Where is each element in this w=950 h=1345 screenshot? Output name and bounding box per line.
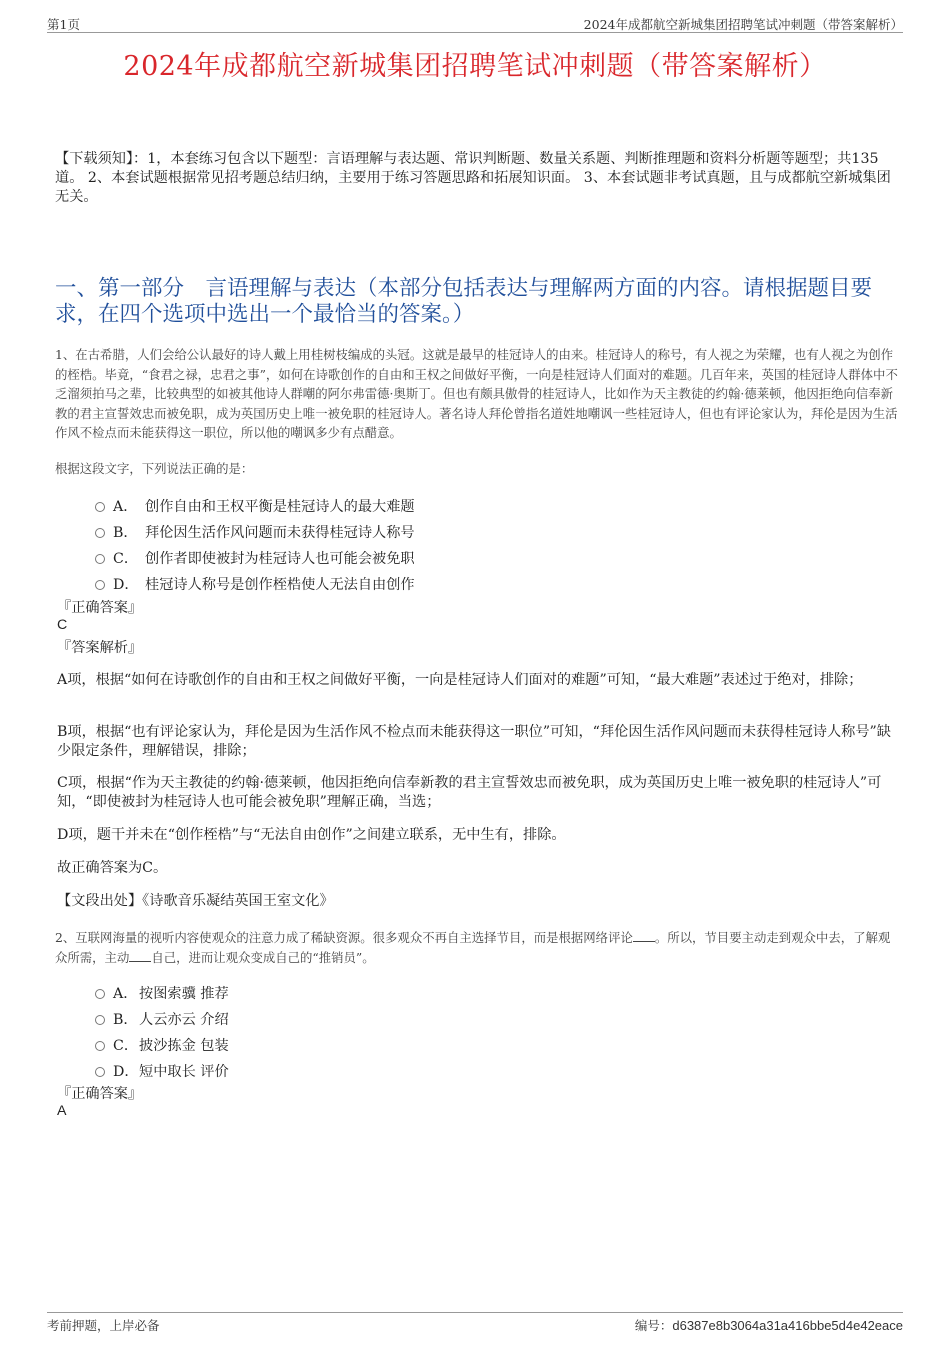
download-notice: 【下载须知】：1，本套练习包含以下题型：言语理解与表达题、常识判断题、数量关系题、判断推理题和资料分析题等题型；共135道。 2、本套试题根据常见招考题总结归纳，主要用于练习答题思路和拓展知识面。 3、本套试题非考试真题，且与成都航空新城集团无关。 [55, 151, 891, 205]
answer-value: A [57, 1103, 67, 1119]
radio-icon[interactable] [95, 554, 105, 564]
question-2-text-part2: 。所以，节目要主动走到观众中去，了解观众所需，主动 [55, 930, 891, 965]
page-footer [47, 1312, 903, 1333]
option-letter: A． [113, 986, 138, 1002]
answer-label: 『正确答案』 [57, 1086, 143, 1102]
section-title: 一、第一部分 言语理解与表达（本部分包括表达与理解两方面的内容。请根据题目要求，在四个选项中选出一个最恰当的答案。） [55, 276, 873, 327]
analysis-c: C项，根据“作为天主教徒的约翰·德莱顿，他因拒绝向信奉新教的君主宣誓效忠而被免职，成为英国历史上唯一被免职的桂冠诗人”可知，“即使被封为桂冠诗人也可能会被免职”理解正确，当选； [57, 775, 882, 810]
option-letter: B． [113, 525, 138, 541]
page-header [47, 14, 903, 33]
radio-icon[interactable] [95, 1041, 105, 1051]
analysis-label: 『答案解析』 [57, 640, 143, 656]
option-a[interactable] [95, 981, 795, 1007]
option-text: 人云亦云 介绍 [139, 1012, 229, 1028]
fill-blank-2 [129, 961, 151, 962]
option-letter: B． [113, 1012, 138, 1028]
option-c[interactable] [95, 546, 795, 572]
option-letter: D． [113, 1064, 139, 1080]
question-1-text: 1、在古希腊，人们会给公认最好的诗人戴上用桂树枝编成的头冠。这就是最早的桂冠诗人的由来。桂冠诗人的称号，有人视之为荣耀，也有人视之为创作的桎梏。毕竟，“食君之禄，忠君之事”，如何在诗歌创作的自由和王权之间做好平衡，一向是桂冠诗人们面对的难题。几百年来，英国的桂冠诗人群体中不乏溜须拍马之辈，比较典型的如被其他诗人群嘲的阿尔弗雷德·奥斯丁。但也有颇具傲骨的桂冠诗人，比如作为天主教徒的约翰·德莱顿，他因拒绝向信奉新教的君主宣誓效忠而被免职，成为英国历史上唯一被免职的桂冠诗人。著名诗人拜伦曾指名道姓地嘲讽一些桂冠诗人，但也有评论家认为，拜伦是因为生活作风不检点而未能获得这一职位，所以他的嘲讽多少有点醋意。 [55, 347, 898, 440]
option-a[interactable] [95, 494, 795, 520]
option-text: 创作自由和王权平衡是桂冠诗人的最大难题 [145, 499, 415, 515]
question-2-text-part1: 2、互联网海量的视听内容使观众的注意力成了稀缺资源。很多观众不再自主选择节目，而是根据网络评论 [55, 930, 633, 945]
radio-icon[interactable] [95, 502, 105, 512]
option-text: 创作者即使被封为桂冠诗人也可能会被免职 [145, 551, 415, 567]
option-text: 按图索骥 推荐 [139, 986, 229, 1002]
footer-slogan: 考前押题，上岸必备 [47, 1318, 160, 1333]
analysis-conclusion: 故正确答案为C。 [57, 860, 168, 876]
radio-icon[interactable] [95, 1015, 105, 1025]
option-letter: A． [113, 499, 138, 515]
code-value: d6387e8b3064a31a416bbe5d4e42eace [672, 1318, 903, 1333]
option-d[interactable] [95, 1059, 795, 1085]
question-2-text-part3: 自己，进而让观众变成自己的“推销员”。 [151, 949, 375, 965]
analysis-d: D项，题干并未在“创作桎梏”与“无法自由创作”之间建立联系，无中生有，排除。 [57, 827, 566, 843]
radio-icon[interactable] [95, 528, 105, 538]
analysis-b: B项，根据“也有评论家认为，拜伦是因为生活作风不检点而未能获得这一职位”可知，“拜伦因生活作风问题而未获得桂冠诗人称号”缺少限定条件，理解错误，排除； [57, 724, 891, 759]
footer-code [635, 1316, 903, 1334]
option-c[interactable] [95, 1033, 795, 1059]
radio-icon[interactable] [95, 989, 105, 999]
option-text: 短中取长 评价 [139, 1064, 229, 1080]
question-2-text [55, 928, 900, 967]
question-1-options [95, 494, 795, 598]
answer-label: 『正确答案』 [57, 600, 143, 616]
answer-value: C [57, 617, 68, 633]
radio-icon[interactable] [95, 1067, 105, 1077]
option-text: 披沙拣金 包装 [139, 1038, 229, 1054]
source-citation: 【文段出处】《诗歌音乐凝结英国王室文化》 [57, 893, 334, 909]
page-title: 2024年成都航空新城集团招聘笔试冲刺题（带答案解析） [123, 51, 827, 82]
option-letter: D． [113, 577, 139, 593]
option-b[interactable] [95, 1007, 795, 1033]
option-letter: C． [113, 1038, 139, 1054]
fill-blank-1 [633, 941, 655, 942]
header-doc-title: 2024年成都航空新城集团招聘笔试冲刺题（带答案解析） [583, 17, 903, 32]
page-number: 第1页 [47, 17, 80, 32]
question-2-options [95, 981, 795, 1085]
option-text: 拜伦因生活作风问题而未获得桂冠诗人称号 [145, 525, 415, 541]
option-d[interactable] [95, 572, 795, 598]
radio-icon[interactable] [95, 580, 105, 590]
option-text: 桂冠诗人称号是创作桎梏使人无法自由创作 [145, 577, 415, 593]
code-label: 编号： [634, 1318, 673, 1333]
option-letter: C． [113, 551, 139, 567]
option-b[interactable] [95, 520, 795, 546]
analysis-a: A项，根据“如何在诗歌创作的自由和王权之间做好平衡，一向是桂冠诗人们面对的难题”可知，“最大难题”表述过于绝对，排除； [57, 672, 863, 688]
question-1-prompt: 根据这段文字，下列说法正确的是： [55, 461, 254, 476]
